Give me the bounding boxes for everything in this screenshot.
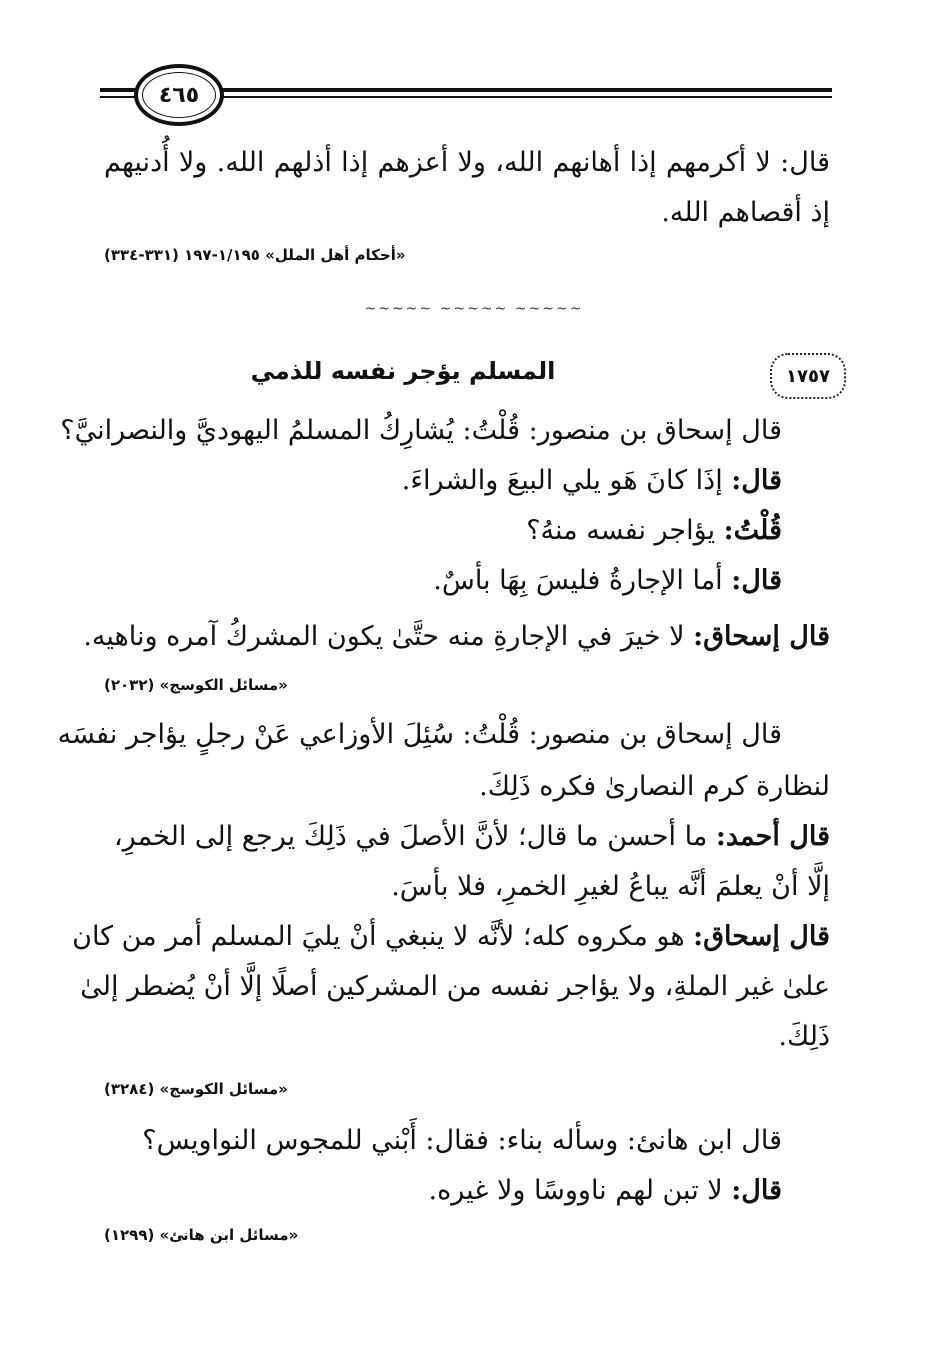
p1-line-3-text: يؤاجر نفسه منهُ؟ xyxy=(526,515,724,546)
section-title: المسلم يؤجر نفسه للذمي xyxy=(250,357,556,385)
paragraph-3 xyxy=(104,1116,830,1216)
p2-line-3 xyxy=(104,812,830,862)
paragraph-2-b xyxy=(72,762,830,1062)
speaker-label: قال: xyxy=(731,565,782,596)
p3-reference: «مسائل ابن هانئ» (١٢٩٩) xyxy=(104,1226,299,1244)
p2-line-5-text: هو مكروه كله؛ لأنَّه لا ينبغي أنْ يليَ المسلم أمر من كان xyxy=(72,921,694,952)
paragraph-2 xyxy=(57,710,830,760)
page-number-badge xyxy=(134,64,224,126)
intro-reference: «أحكام أهل الملل» ١/١٩٥-١٩٧ (٣٣١-٣٣٤) xyxy=(104,246,406,264)
p1-line-2-text: إذَا كانَ هَو يلي البيعَ والشراءَ. xyxy=(401,465,732,496)
p3-line-2-text: لا تبن لهم ناووسًا ولا غيره. xyxy=(428,1175,732,1206)
intro-paragraph xyxy=(104,138,830,238)
speaker-label: قال إسحاق: xyxy=(693,921,830,952)
p2-line-6: علىٰ غير الملةِ، ولا يؤاجر نفسه من المشركين أصلًا إلَّا أنْ يُضطر إلىٰ xyxy=(80,971,830,1002)
p2-line-2: لنظارة كرم النصارىٰ فكره ذَلِكَ. xyxy=(479,771,830,802)
p1-line-2 xyxy=(104,456,782,506)
p2-line-1: قال إسحاق بن منصور: قُلْتُ: سُئِلَ الأوزاعي عَنْ رجلٍ يؤاجر نفسَه xyxy=(57,719,782,750)
section-separator: ~~~~~ ~~~~~ ~~~~~ xyxy=(364,301,584,317)
speaker-label: قُلْتُ: xyxy=(723,515,782,546)
p2-line-5 xyxy=(72,912,830,962)
paragraph-1-c xyxy=(83,612,830,662)
p3-line-1: قال ابن هانئ: وسأله بناء: فقال: أَبْني للمجوس النواويس؟ xyxy=(142,1125,782,1156)
p1-line-4 xyxy=(104,556,782,606)
paragraph-1 xyxy=(60,406,830,456)
page-number: ٤٦٥ xyxy=(158,82,200,108)
section-heading xyxy=(100,353,846,403)
section-number: ١٧٥٧ xyxy=(786,365,830,387)
p1-reference: «مسائل الكوسج» (٢٠٣٢) xyxy=(104,676,288,694)
speaker-label: قال إسحاق: xyxy=(693,621,830,652)
p2-line-7: ذَلِكَ. xyxy=(778,1021,830,1052)
p2-reference: «مسائل الكوسج» (٣٢٨٤) xyxy=(104,1080,288,1098)
page-header xyxy=(100,58,832,118)
speaker-label: قال: xyxy=(731,465,782,496)
p1-line-5-text: لا خيرَ في الإجارةِ منه حتَّىٰ يكون المشركُ آمره وناهيه. xyxy=(83,621,694,652)
speaker-label: قال: xyxy=(731,1175,782,1206)
speaker-label: قال أحمد: xyxy=(715,821,830,852)
p1-line-4-text: أما الإجارةُ فليسَ بِهَا بأسٌ. xyxy=(433,565,732,596)
p3-line-2 xyxy=(104,1166,782,1216)
paragraph-1-b xyxy=(104,456,830,606)
p2-line-4: إلَّا أنْ يعلمَ أنَّه يباعُ لغيرِ الخمرِ، فلا بأسَ. xyxy=(391,871,830,902)
p1-line-5 xyxy=(83,612,830,662)
p2-line-3-text: ما أحسن ما قال؛ لأنَّ الأصلَ في ذَلِكَ يرجع إلى الخمرِ، xyxy=(113,821,716,852)
section-number-badge xyxy=(770,353,846,399)
intro-text: قال: لا أكرمهم إذا أهانهم الله، ولا أعزهم إذا أذلهم الله. ولا أُدنيهم إذ أقصاهم الله. xyxy=(104,147,830,228)
p1-line-3 xyxy=(104,506,782,556)
p1-line-1: قال إسحاق بن منصور: قُلْتُ: يُشارِكُ المسلمُ اليهوديَّ والنصرانيَّ؟ xyxy=(60,415,782,446)
